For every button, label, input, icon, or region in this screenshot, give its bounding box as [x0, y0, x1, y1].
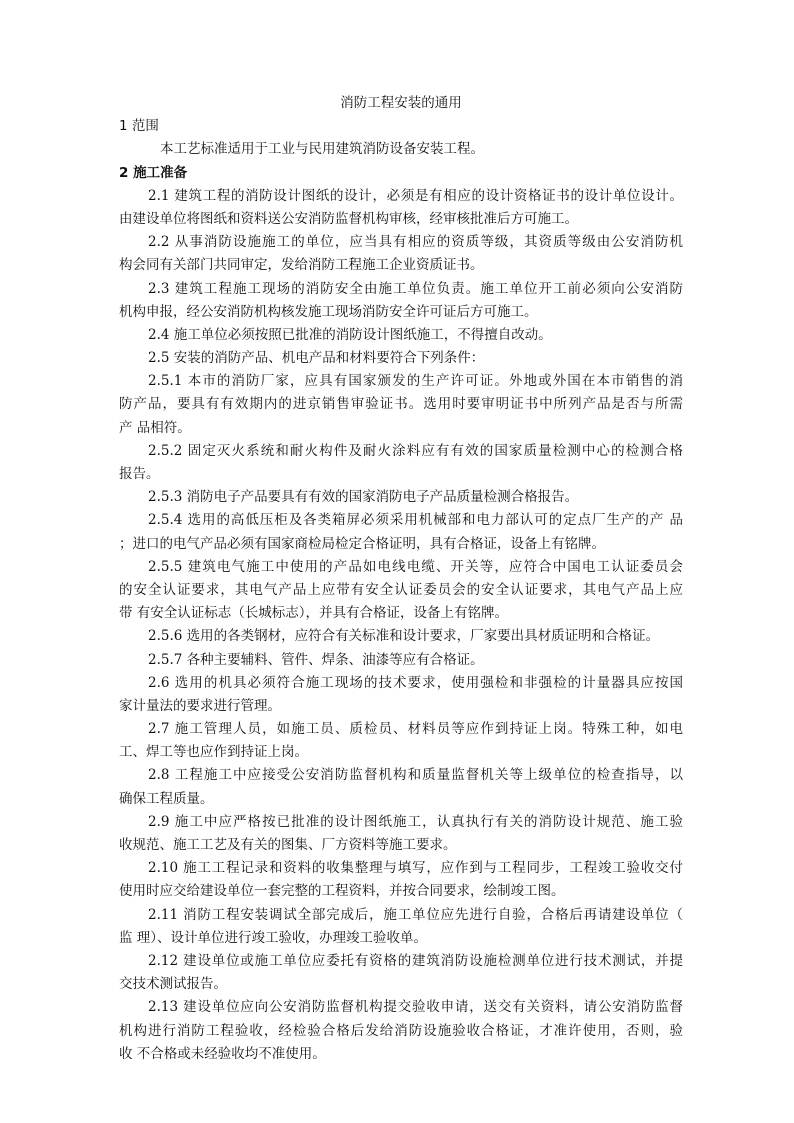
- paragraph-line: 2.5.1 本市的消防厂家，应具有国家颁发的生产许可证。外地或外国在本市销售的消: [148, 373, 683, 390]
- paragraph: [119, 486, 683, 509]
- paragraph-line: 2.6 选用的机具必须符合施工现场的技术要求，使用强检和非强检的计量器具应按国: [148, 674, 683, 691]
- paragraph: [119, 950, 683, 996]
- paragraph-line: 监 理）、设计单位进行竣工验收，办理竣工验收单。: [119, 929, 428, 946]
- paragraph: [119, 185, 683, 231]
- paragraph-line: 2.5.5 建筑电气施工中使用的产品如电线电缆、开关等，应符合中国电工认证委员会: [148, 558, 683, 575]
- document-title: 消防工程安装的通用: [340, 95, 462, 111]
- paragraph-line: 2.11 消防工程安装调试全部完成后，施工单位应先进行自验，合格后再请建设单位（: [148, 906, 683, 923]
- paragraph-line: 2.7 施工管理人员，如施工员、质检员、材料员等应作到持证上岗。特殊工种，如电: [148, 721, 683, 738]
- paragraph-line: 2.10 施工工程记录和资料的收集整理与填写，应作到与工程同步，工程竣工验收交付: [148, 860, 683, 877]
- paragraph-line: 由建设单位将图纸和资料送公安消防监督机构审核，经审核批准后方可施工。: [119, 210, 578, 227]
- paragraph: [119, 278, 683, 324]
- paragraph: [119, 347, 683, 370]
- paragraph-line: 2.1 建筑工程的消防设计图纸的设计，必须是有相应的设计资格证书的设计单位设计。: [148, 187, 683, 204]
- paragraph: [119, 556, 683, 626]
- paragraph-line: 报告。: [119, 466, 160, 482]
- paragraph-line: 2.3 建筑工程施工现场的消防安全由施工单位负责。施工单位开工前必须向公安消防: [148, 280, 683, 297]
- paragraph-line: 2.12 建设单位或施工单位应委托有资格的建筑消防设施检测单位进行技术测试，并提: [148, 952, 683, 969]
- paragraph-line: 2.5.3 消防电子产品要具有有效的国家消防电子产品质量检测合格报告。: [148, 489, 579, 506]
- paragraph-line: 收规范、施工工艺及有关的图集、厂方资料等施工要求。: [119, 837, 457, 853]
- paragraph-line: 2.5 安装的消防产品、机电产品和材料要符合下列条件：: [148, 350, 485, 367]
- paragraph-line: 2.4 施工单位必须按照已批准的消防设计图纸施工，不得擅自改动。: [148, 326, 552, 343]
- paragraph-line: 产 品相符。: [119, 419, 191, 436]
- paragraph: [119, 625, 683, 648]
- paragraph-line: 使用时应交给建设单位一套完整的工程资料，并按合同要求，绘制竣工图。: [119, 883, 565, 900]
- paragraph-line: 2.5.6 选用的各类钢材，应符合有关标准和设计要求，厂家要出具材质证明和合格证。: [148, 628, 660, 645]
- paragraph: [119, 996, 683, 1066]
- paragraph-line: 带 有安全认证标志（长城标志），并具有合格证，设备上有铭牌。: [119, 605, 509, 622]
- paragraph-line: 工、焊工等也应作到持证上岗。: [119, 744, 308, 761]
- paragraph-line: 防产品，要具有有效期内的进京销售审验证书。选用时要审明证书中所列产品是否与所需: [119, 396, 683, 413]
- paragraph: [119, 649, 683, 672]
- paragraph-line: 构会同有关部门共同审定，发给消防工程施工企业资质证书。: [119, 257, 484, 274]
- section-heading-preparation: 2 施工准备: [119, 164, 188, 181]
- paragraph-line: 2.9 施工中应严格按已批准的设计图纸施工，认真执行有关的消防设计规范、施工验: [148, 813, 683, 830]
- scope-body: 本工艺标准适用于工业与民用建筑消防设备安装工程。: [160, 141, 484, 158]
- paragraph: [119, 509, 683, 555]
- paragraph-line: 家计量法的要求进行管理。: [119, 697, 281, 714]
- paragraph: [119, 811, 683, 857]
- paragraph: [119, 718, 683, 764]
- paragraph-line: 2.13 建设单位应向公安消防监督机构提交验收申请，送交有关资料，请公安消防监督: [148, 999, 683, 1016]
- preparation-paragraphs: [119, 185, 683, 1066]
- paragraph-line: 确保工程质量。: [119, 790, 214, 807]
- paragraph-line: 2.8 工程施工中应接受公安消防监督机构和质量监督机关等上级单位的检查指导，以: [148, 767, 683, 784]
- paragraph: [119, 904, 683, 950]
- paragraph-line: 机构申报，经公安消防机构核发施工现场消防安全许可证后方可施工。: [119, 303, 538, 320]
- paragraph-line: 2.2 从事消防设施施工的单位，应当具有相应的资质等级，其资质等级由公安消防机: [148, 234, 683, 251]
- paragraph-line: 2.5.7 各种主要辅料、管件、焊条、油漆等应有合格证。: [148, 651, 484, 668]
- section-heading-scope: 1 范围: [119, 118, 159, 135]
- paragraph: [119, 672, 683, 718]
- paragraph-line: 的安全认证要求，其电气产品上应带有安全认证委员会的安全认证要求，其电气产品上应: [119, 581, 683, 598]
- document-page: [119, 92, 683, 1066]
- paragraph: [119, 764, 683, 810]
- paragraph-line: 2.5.2 固定灭火系统和耐火构件及耐火涂料应有有效的国家质量检测中心的检测合格: [148, 442, 683, 459]
- paragraph: [119, 857, 683, 903]
- paragraph-line: 交技术测试报告。: [119, 976, 227, 993]
- paragraph: [119, 440, 683, 486]
- paragraph: [119, 231, 683, 277]
- paragraph-line: 机构进行消防工程验收，经检验合格后发给消防设施验收合格证，才准许使用，否则，验: [119, 1022, 683, 1039]
- paragraph-line: 收 不合格或未经验收均不准使用。: [119, 1045, 326, 1062]
- paragraph: [119, 324, 683, 347]
- paragraph-line: ；进口的电气产品必须有国家商检局检定合格证明，具有合格证，设备上有铭牌。: [119, 535, 605, 552]
- paragraph-line: 2.5.4 选用的高低压柜及各类箱屏必须采用机械部和电力部认可的定点厂生产的产 品: [148, 512, 683, 529]
- paragraph: [119, 370, 683, 440]
